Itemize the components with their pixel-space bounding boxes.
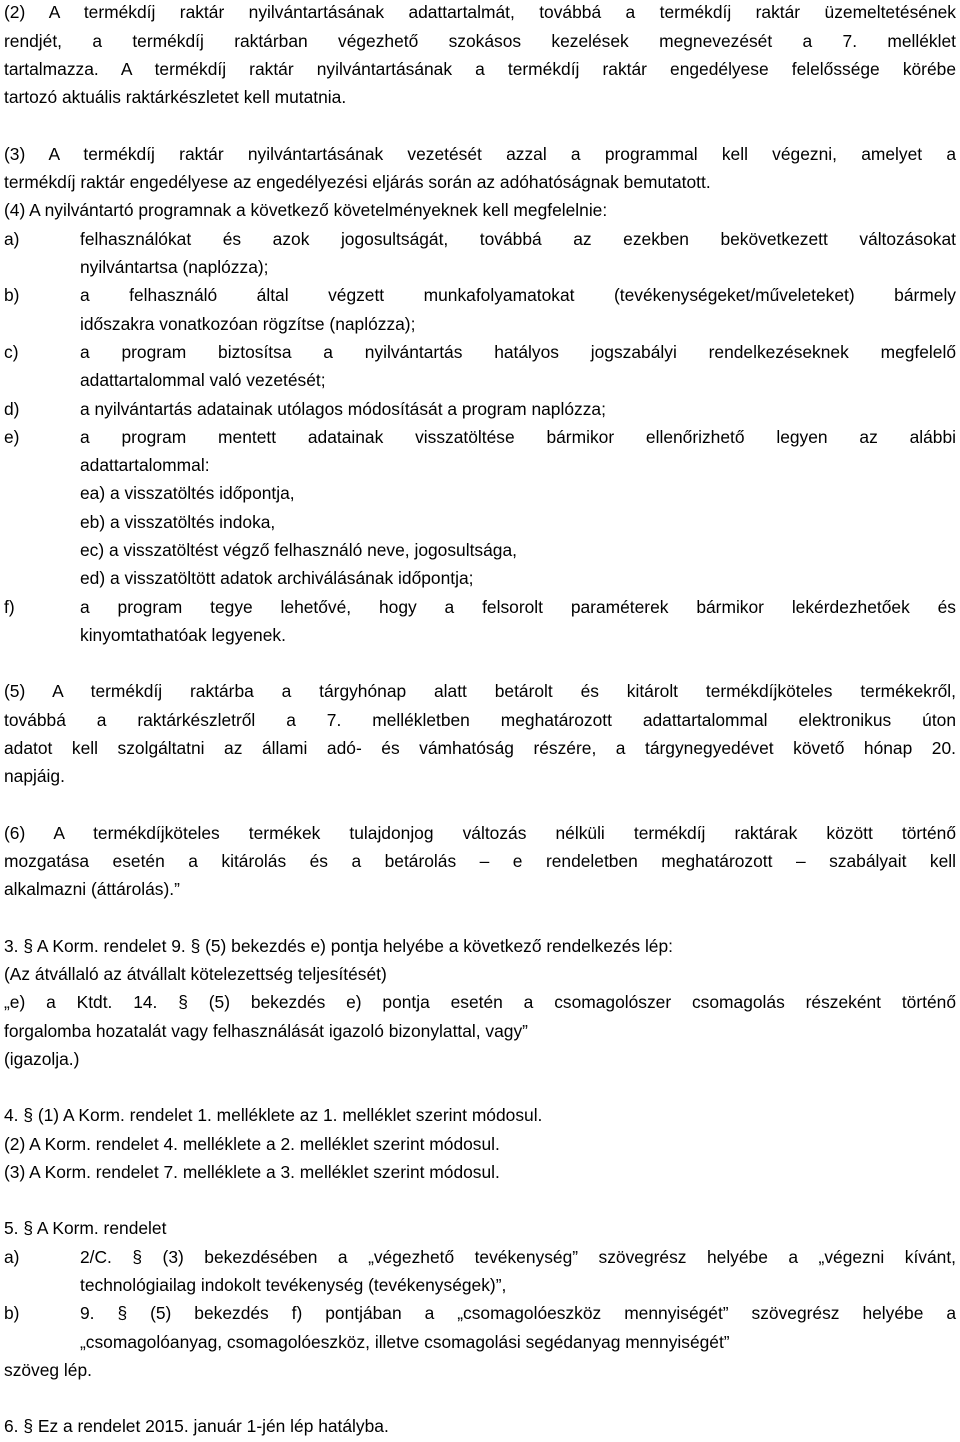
text-line: 3. § A Korm. rendelet 9. § (5) bekezdés e) pontja helyébe a következő rendelkezés lép: [4, 936, 673, 956]
text-line: (5) A termékdíj raktárba a tárgyhónap alatt betárolt és kitárolt termékdíjköteles termékekről, [4, 681, 956, 701]
text-line: forgalomba hozatalát vagy felhasználását igazoló bizonylattal, vagy” [4, 1021, 528, 1041]
text-line: 9. § (5) bekezdés f) pontjában a „csomagolóeszköz mennyiségét” szövegrész helyébe a [80, 1303, 956, 1323]
text-line: technológiailag indokolt tevékenység (tevékenységek)”, [80, 1275, 507, 1295]
text-line: szöveg lép. [4, 1360, 92, 1380]
text-line: időszakra vonatkozóan rögzítse (naplózza); [80, 314, 416, 334]
text-line: kinyomtathatóak legyenek. [80, 625, 286, 645]
list-label: a) [4, 229, 20, 249]
text-line: a program biztosítsa a nyilvántartás hatályos jogszabályi rendelkezéseknek megfelelő [80, 342, 956, 362]
sub-item-eb: eb) a visszatöltés indoka, [80, 512, 276, 532]
text-line: (3) A Korm. rendelet 7. melléklete a 3. melléklet szerint módosul. [4, 1162, 500, 1182]
text-line: 6. § Ez a rendelet 2015. január 1-jén lép hatályba. [4, 1416, 389, 1436]
sub-item-ed: ed) a visszatöltött adatok archiválásának időpontja; [80, 568, 474, 588]
text-line: a program tegye lehetővé, hogy a felsorolt paraméterek bármikor lekérdezhetőek és [80, 597, 956, 617]
text-line: tartalmazza. A termékdíj raktár nyilvántartásának a termékdíj raktár engedélyese felelőssége körébe [4, 59, 956, 79]
text-line: (Az átvállaló az átvállalt kötelezettség teljesítését) [4, 964, 387, 984]
text-line: adatot kell szolgáltatni az állami adó- és vámhatóság részére, a tárgynegyedévet követő hónap 20. [4, 738, 956, 758]
text-line: alkalmazni (áttárolás).” [4, 879, 180, 899]
text-line: „e) a Ktdt. 14. § (5) bekezdés e) pontja esetén a csomagolószer csomagolás részeként történő [4, 992, 956, 1012]
text-line: nyilvántartsa (naplózza); [80, 257, 269, 277]
text-line: továbbá a raktárkészletről a 7. mellékletben meghatározott adattartalommal elektronikus úton [4, 710, 956, 730]
list-label: e) [4, 427, 20, 447]
text-line: felhasználókat és azok jogosultságát, továbbá az ezekben bekövetkezett változásokat [80, 229, 956, 249]
text-line: a nyilvántartás adatainak utólagos módosítását a program naplózza; [80, 399, 606, 419]
text-line: termékdíj raktár engedélyese az engedélyezési eljárás során az adóhatóságnak bemutatott. [4, 172, 711, 192]
text-line: adattartalommal való vezetését; [80, 370, 326, 390]
text-line: 2/C. § (3) bekezdésében a „végezhető tevékenység” szövegrész helyébe a „végezni kívánt, [80, 1247, 956, 1267]
text-line: (igazolja.) [4, 1049, 80, 1069]
text-line: (2) A Korm. rendelet 4. melléklete a 2. melléklet szerint módosul. [4, 1134, 500, 1154]
list-label: b) [4, 285, 20, 305]
text-line: adattartalommal: [80, 455, 210, 475]
text-line: „csomagolóanyag, csomagolóeszköz, illetve csomagolási segédanyag mennyiségét” [80, 1332, 730, 1352]
text-line: rendjét, a termékdíj raktárban végezhető szokásos kezelések megnevezését a 7. melléklet [4, 31, 956, 51]
list-label: b) [4, 1303, 20, 1323]
text-line: (6) A termékdíjköteles termékek tulajdonjog változás nélküli termékdíj raktárak között történő [4, 823, 956, 843]
text-line: (2) A termékdíj raktár nyilvántartásának adattartalmát, továbbá a termékdíj raktár üzemeltetésének [4, 2, 956, 22]
text-line: (3) A termékdíj raktár nyilvántartásának vezetését azzal a programmal kell végezni, amelyet a [4, 144, 956, 164]
text-line: (4) A nyilvántartó programnak a következő követelményeknek kell megfelelnie: [4, 200, 608, 220]
text-line: mozgatása esetén a kitárolás és a betárolás – e rendeletben meghatározott – szabályait kell [4, 851, 956, 871]
text-line: a program mentett adatainak visszatöltése bármikor ellenőrizhető legyen az alábbi [80, 427, 956, 447]
sub-item-ec: ec) a visszatöltést végző felhasználó neve, jogosultsága, [80, 540, 517, 560]
list-label: a) [4, 1247, 20, 1267]
text-line: 5. § A Korm. rendelet [4, 1218, 167, 1238]
list-label: f) [4, 597, 15, 617]
list-label: d) [4, 399, 20, 419]
text-line: tartozó aktuális raktárkészletet kell mutatnia. [4, 87, 347, 107]
sub-item-ea: ea) a visszatöltés időpontja, [80, 483, 295, 503]
text-line: 4. § (1) A Korm. rendelet 1. melléklete az 1. melléklet szerint módosul. [4, 1105, 543, 1125]
list-label: c) [4, 342, 19, 362]
text-line: a felhasználó által végzett munkafolyamatokat (tevékenységeket/műveleteket) bármely [80, 285, 956, 305]
text-line: napjáig. [4, 766, 65, 786]
